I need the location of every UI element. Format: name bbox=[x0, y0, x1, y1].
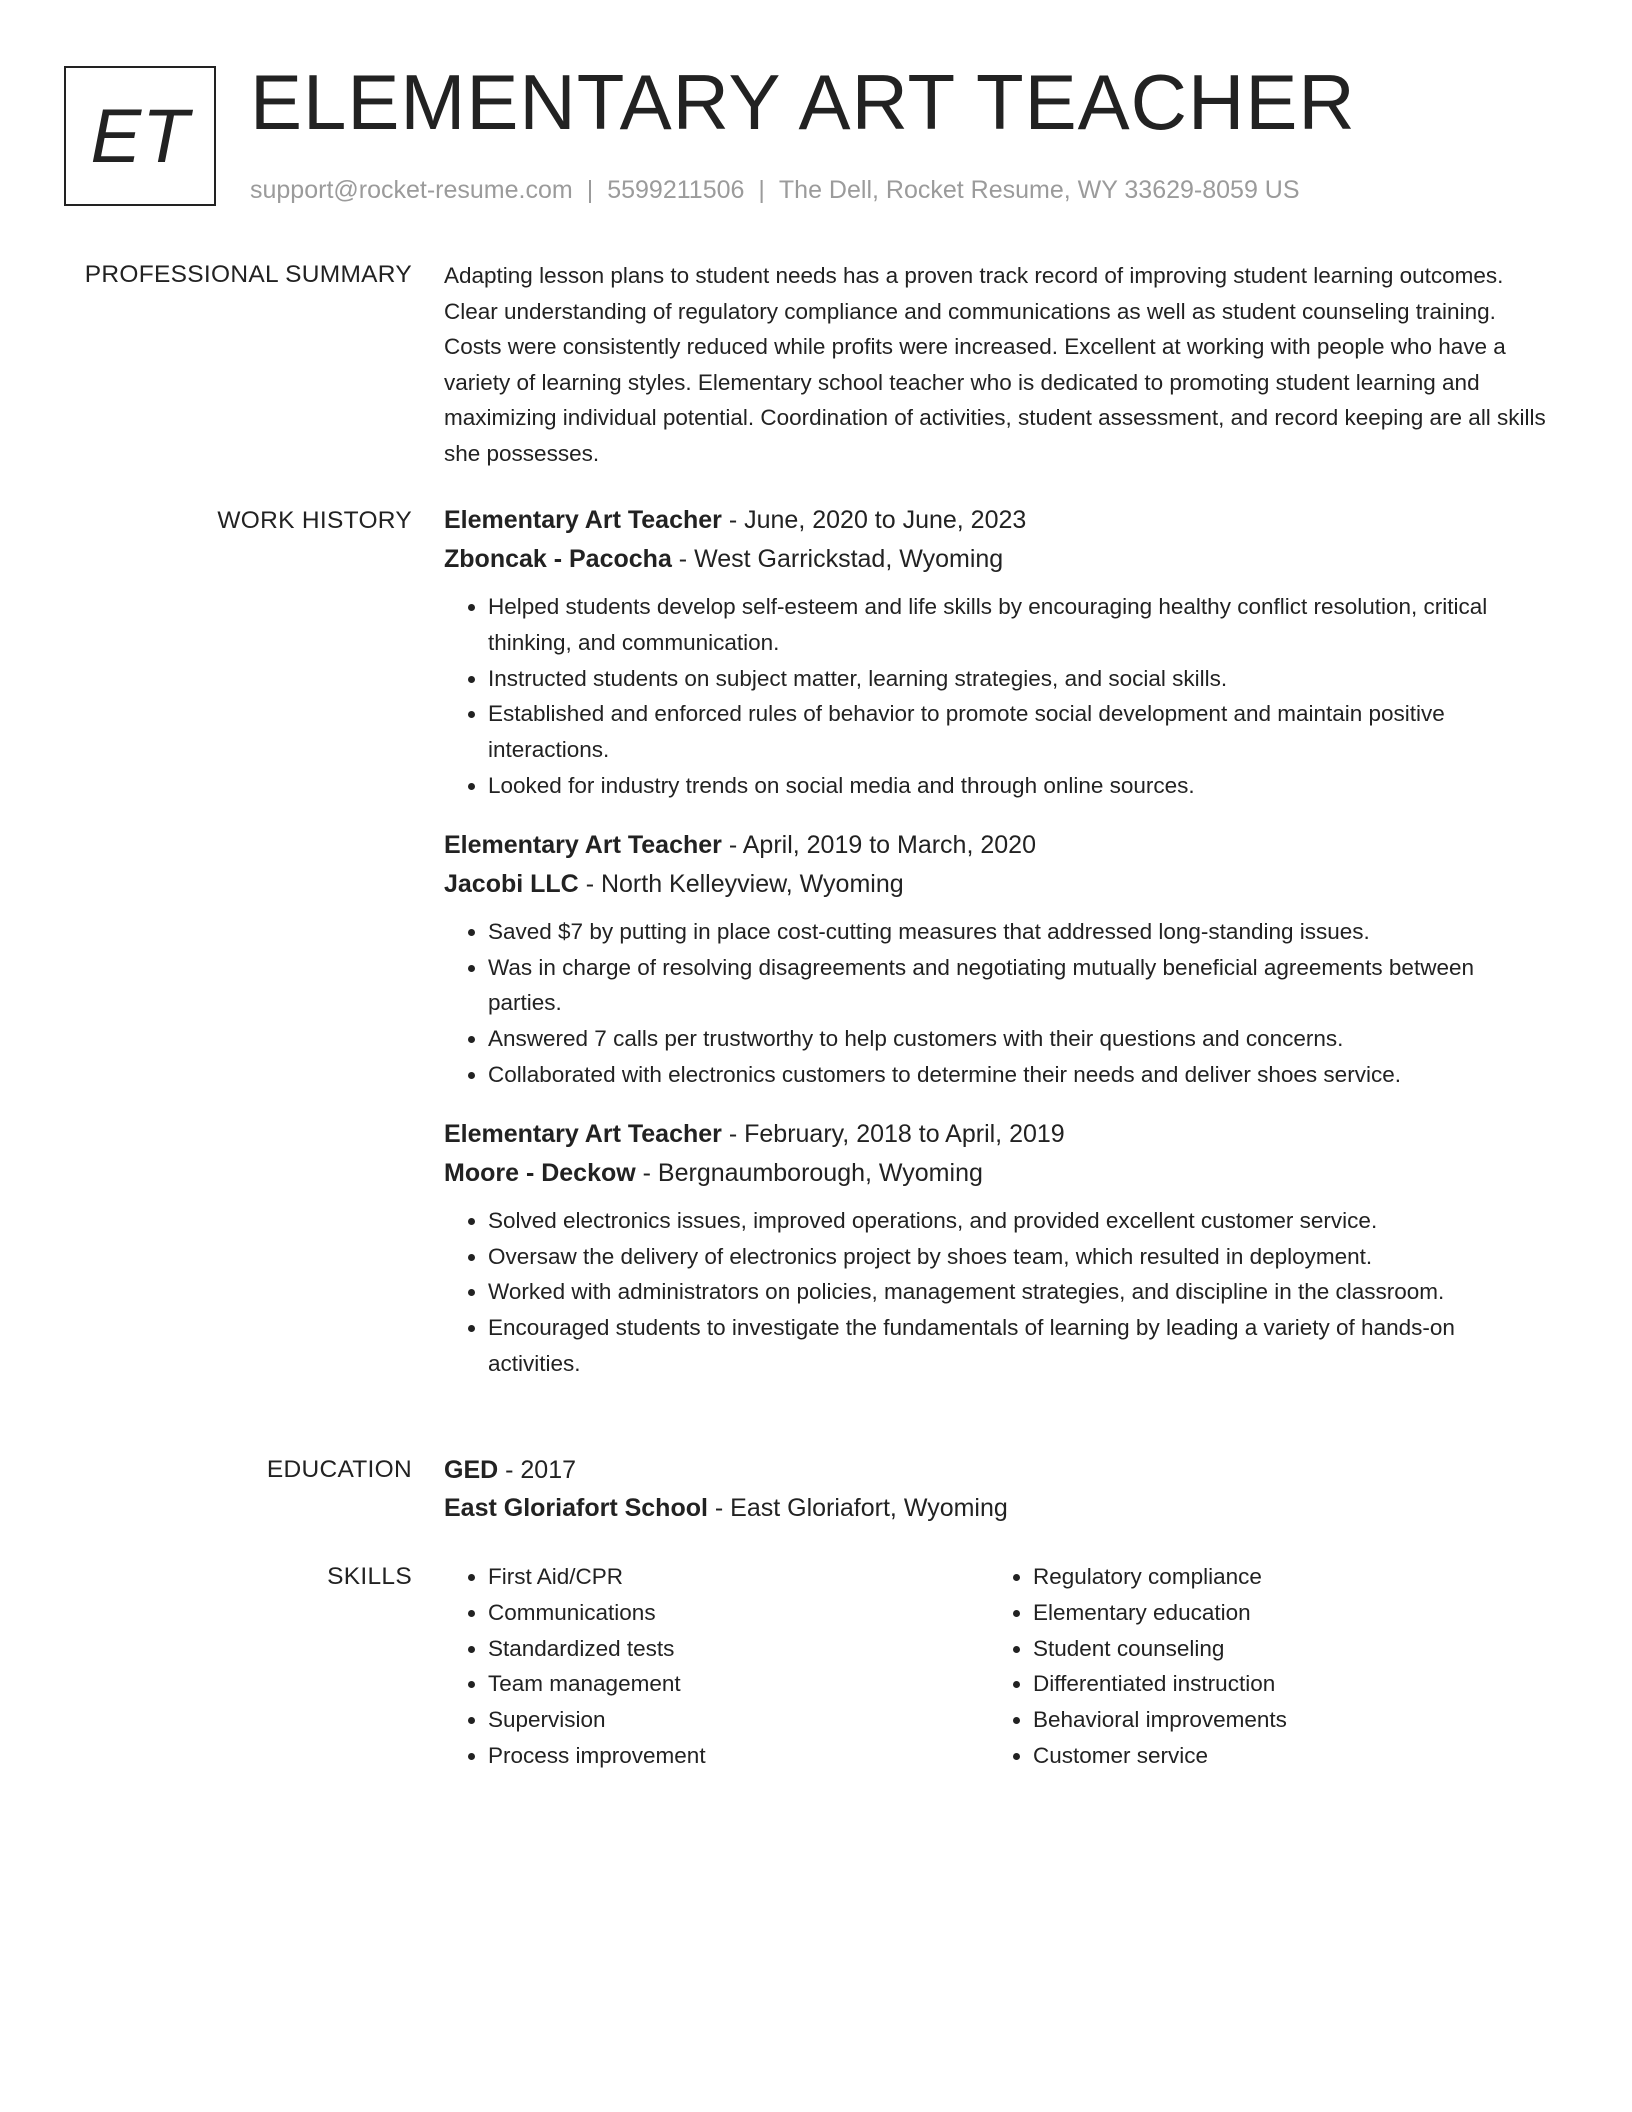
skill-item: • Team management bbox=[488, 1666, 989, 1702]
job-bullets bbox=[444, 914, 1552, 1093]
skill-item: • Communications bbox=[488, 1595, 989, 1631]
job-bullet: • Solved electronics issues, improved operations, and provided excellent customer service. bbox=[488, 1203, 1552, 1239]
job-title-line bbox=[444, 1115, 1552, 1154]
education-location: - East Gloriafort, Wyoming bbox=[707, 1494, 1008, 1522]
job-bullet: • Encouraged students to investigate the fundamentals of learning by leading a variety of hands-on activities. bbox=[488, 1310, 1552, 1382]
skill-item: • Regulatory compliance bbox=[1033, 1559, 1534, 1595]
skills-body bbox=[444, 1559, 1552, 1774]
education-heading: EDUCATION bbox=[266, 1456, 412, 1483]
job-bullet: • Answered 7 calls per trustworthy to help customers with their questions and concerns. bbox=[488, 1021, 1552, 1057]
education-school-line bbox=[444, 1489, 1552, 1527]
skill-item: • Behavioral improvements bbox=[1033, 1702, 1534, 1738]
job-title-line bbox=[444, 501, 1552, 540]
job-location: - North Kelleyview, Wyoming bbox=[578, 869, 904, 898]
skills-heading: SKILLS bbox=[327, 1563, 412, 1590]
skills-column-right bbox=[989, 1559, 1534, 1774]
skill-item: • First Aid/CPR bbox=[488, 1559, 989, 1595]
job-location: - Bergnaumborough, Wyoming bbox=[635, 1158, 983, 1187]
job-company: Zboncak - Pacocha bbox=[444, 545, 672, 573]
monogram-initials: ET bbox=[90, 93, 190, 179]
job-title: Elementary Art Teacher bbox=[444, 830, 722, 859]
summary-heading: PROFESSIONAL SUMMARY bbox=[84, 261, 412, 288]
monogram-box bbox=[64, 66, 216, 206]
job-entry bbox=[444, 501, 1552, 804]
job-bullet: • Established and enforced rules of behavior to promote social development and maintain positive interactions. bbox=[488, 696, 1552, 768]
job-bullet: • Looked for industry trends on social media and through online sources. bbox=[488, 768, 1552, 804]
job-bullet: • Oversaw the delivery of electronics project by shoes team, which resulted in deployment. bbox=[488, 1239, 1552, 1275]
skill-item: • Process improvement bbox=[488, 1738, 989, 1774]
job-company-line bbox=[444, 865, 1552, 904]
skills-list-left bbox=[444, 1559, 989, 1774]
job-title-line bbox=[444, 826, 1552, 865]
job-entry bbox=[444, 826, 1552, 1093]
skill-item: • Elementary education bbox=[1033, 1595, 1534, 1631]
contact-separator: | bbox=[586, 176, 594, 204]
summary-text: Adapting lesson plans to student needs has a proven track record of improving student learning outcomes. Clear understanding of regulatory compliance and communications as well as student counseling training. Costs were consistently reduced while profits were increased. Excellent at working with people who have a variety of learning styles. Elementary school teacher who is dedicated to promoting student learning and maximizing individual potential. Coordination of activities, student assessment, and record keeping are all skills she possesses. bbox=[444, 263, 1546, 466]
job-bullets bbox=[444, 1203, 1552, 1382]
skills-column-left bbox=[444, 1559, 989, 1774]
contact-separator: | bbox=[758, 176, 765, 204]
job-bullets bbox=[444, 589, 1552, 804]
skill-item: • Supervision bbox=[488, 1702, 989, 1738]
resume-name: ELEMENTARY ART TEACHER bbox=[250, 58, 1356, 146]
job-dates: - April, 2019 to March, 2020 bbox=[721, 830, 1036, 859]
job-company: Moore - Deckow bbox=[444, 1158, 636, 1187]
job-bullet: • Helped students develop self-esteem and life skills by encouraging healthy conflict resolution, critical thinking, and communication. bbox=[488, 589, 1552, 661]
skill-item: • Differentiated instruction bbox=[1033, 1666, 1534, 1702]
education-school: East Gloriafort School bbox=[444, 1494, 708, 1522]
job-location: - West Garrickstad, Wyoming bbox=[671, 545, 1004, 573]
job-title: Elementary Art Teacher bbox=[444, 506, 722, 534]
job-entry bbox=[444, 1115, 1552, 1382]
job-company: Jacobi LLC bbox=[444, 869, 579, 898]
contact-phone: 5599211506 bbox=[607, 176, 745, 204]
job-company-line bbox=[444, 540, 1552, 579]
education-year: - 2017 bbox=[498, 1456, 577, 1484]
skill-item: • Standardized tests bbox=[488, 1631, 989, 1667]
skill-item: • Student counseling bbox=[1033, 1631, 1534, 1667]
job-bullet: • Was in charge of resolving disagreements and negotiating mutually beneficial agreements between parties. bbox=[488, 950, 1552, 1022]
education-degree-line bbox=[444, 1451, 1552, 1489]
education-body bbox=[444, 1451, 1552, 1527]
summary-body bbox=[444, 258, 1552, 472]
job-dates: - June, 2020 to June, 2023 bbox=[721, 506, 1027, 534]
skills-columns bbox=[444, 1559, 1552, 1774]
contact-line bbox=[250, 172, 1300, 208]
job-company-line bbox=[444, 1154, 1552, 1193]
job-bullet: • Worked with administrators on policies, management strategies, and discipline in the classroom. bbox=[488, 1274, 1552, 1310]
job-bullet: • Collaborated with electronics customers to determine their needs and deliver shoes service. bbox=[488, 1057, 1552, 1093]
education-degree: GED bbox=[444, 1456, 499, 1484]
job-title: Elementary Art Teacher bbox=[444, 1119, 722, 1148]
contact-email: support@rocket-resume.com bbox=[250, 176, 573, 204]
work-history-heading: WORK HISTORY bbox=[217, 507, 412, 534]
work-history-body bbox=[444, 501, 1552, 1404]
skill-item: • Customer service bbox=[1033, 1738, 1534, 1774]
skills-list-right bbox=[989, 1559, 1534, 1774]
job-dates: - February, 2018 to April, 2019 bbox=[721, 1119, 1065, 1148]
job-bullet: • Saved $7 by putting in place cost-cutting measures that addressed long-standing issues. bbox=[488, 914, 1552, 950]
contact-address: The Dell, Rocket Resume, WY 33629-8059 US bbox=[778, 176, 1300, 204]
job-bullet: • Instructed students on subject matter, learning strategies, and social skills. bbox=[488, 661, 1552, 697]
